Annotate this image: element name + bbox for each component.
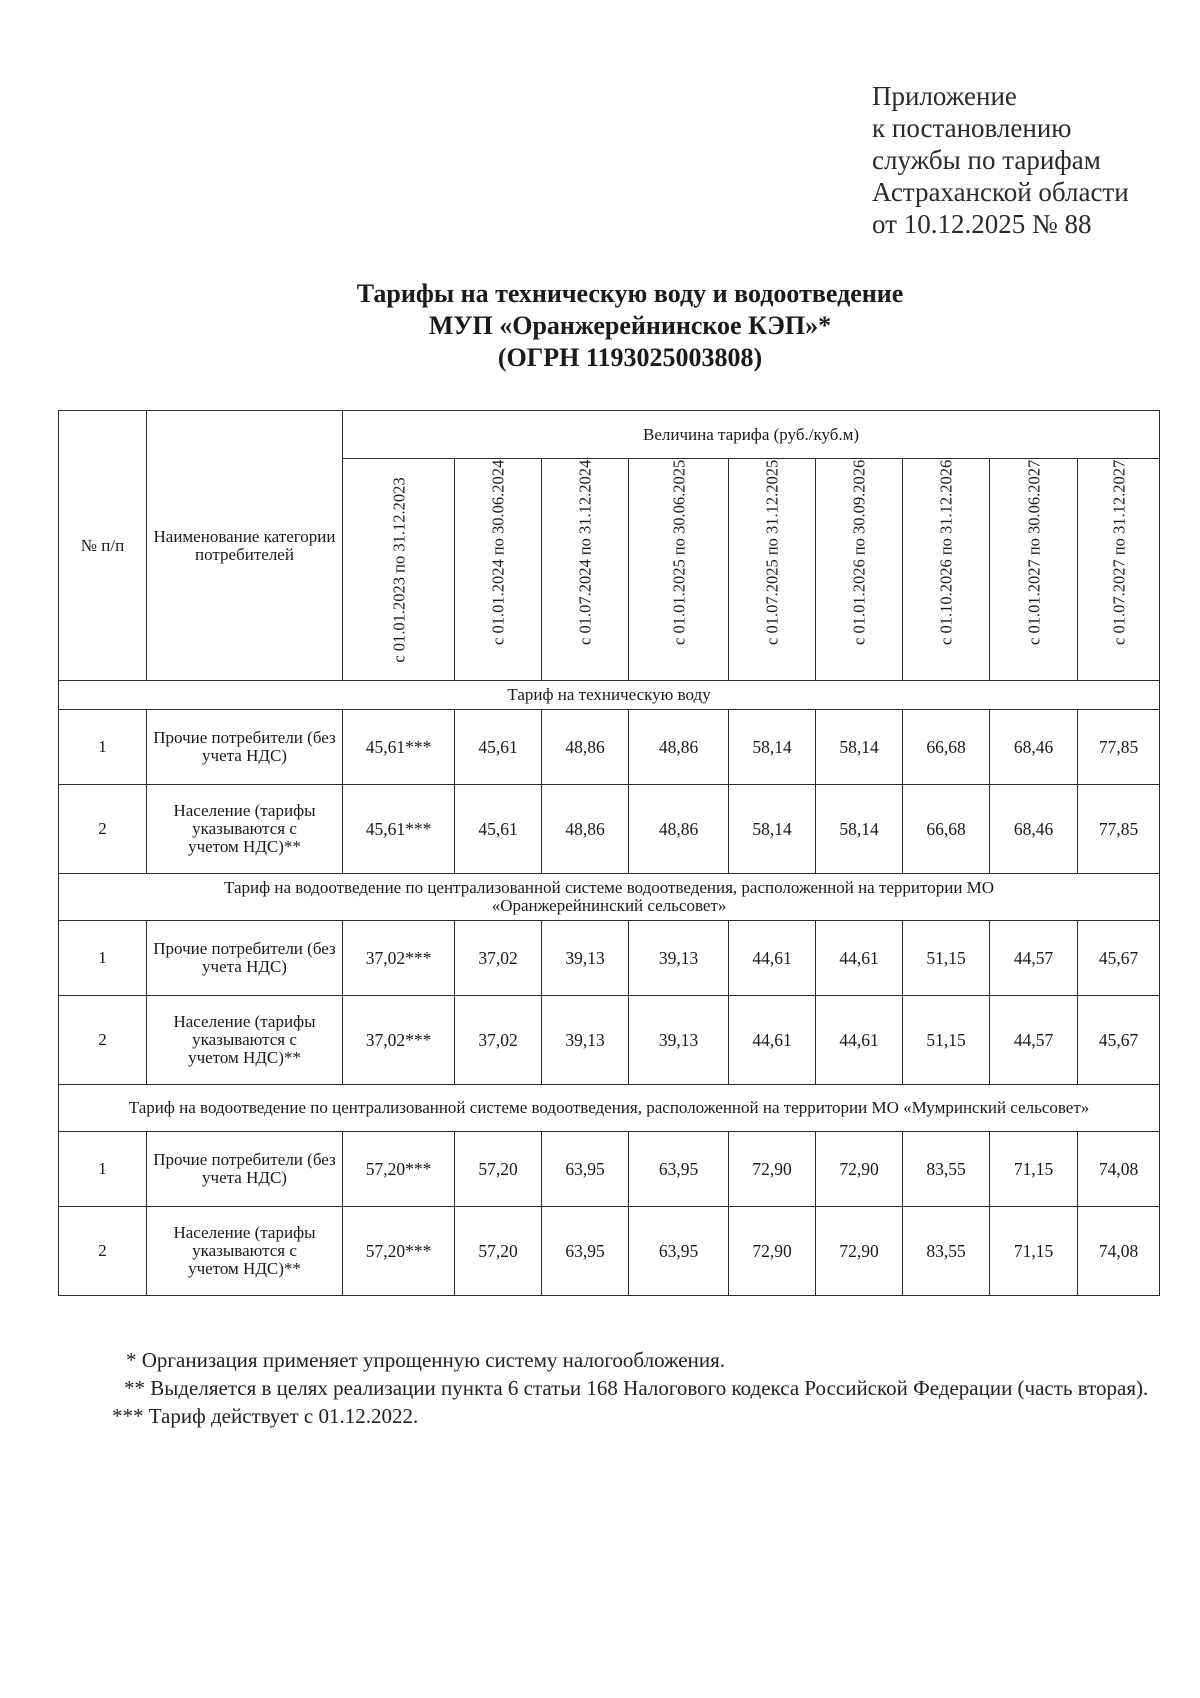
table-row [59, 710, 1160, 785]
period-label: с 01.07.2025 по 31.12.2025 [762, 459, 782, 645]
tariff-value: 77,85 [1078, 785, 1160, 874]
period-label: с 01.07.2027 по 31.12.2027 [1109, 459, 1129, 645]
tariff-value: 39,13 [629, 921, 729, 996]
tariff-value: 68,46 [990, 710, 1078, 785]
tariff-value: 63,95 [629, 1207, 729, 1296]
tariff-value: 44,57 [990, 921, 1078, 996]
tariff-value: 48,86 [629, 785, 729, 874]
tariff-value: 48,86 [542, 785, 629, 874]
section-title: Тариф на водоотведение по централизованной системе водоотведения, расположенной на территории МО «Оранжерейнинский сельсовет» [59, 874, 1160, 921]
table-row [59, 1132, 1160, 1207]
tariff-value: 72,90 [816, 1207, 903, 1296]
row-number: 1 [59, 1132, 147, 1207]
period-label: с 01.01.2023 по 31.12.2023 [389, 476, 408, 663]
footnotes [112, 1346, 1172, 1430]
period-label: с 01.01.2025 по 30.06.2025 [669, 459, 688, 645]
header-tariff-group: Величина тарифа (руб./куб.м) [343, 411, 1160, 459]
tariff-value: 48,86 [629, 710, 729, 785]
appendix-line: службы по тарифам [872, 145, 1101, 175]
tariff-table [58, 410, 1160, 1296]
period-header [816, 459, 903, 681]
period-header [903, 459, 990, 681]
footnote [112, 1374, 1172, 1402]
tariff-value: 66,68 [903, 710, 990, 785]
row-number: 1 [59, 921, 147, 996]
section-row [59, 874, 1160, 921]
tariff-value: 77,85 [1078, 710, 1160, 785]
tariff-value: 72,90 [729, 1132, 816, 1207]
tariff-value: 51,15 [903, 921, 990, 996]
tariff-value: 83,55 [903, 1207, 990, 1296]
tariff-value: 48,86 [542, 710, 629, 785]
table-row [59, 1207, 1160, 1296]
tariff-value: 66,68 [903, 785, 990, 874]
tariff-value: 63,95 [629, 1132, 729, 1207]
tariff-value: 57,20 [455, 1207, 542, 1296]
title-line: Тарифы на техническую воду и водоотведение [356, 279, 904, 308]
tariff-value: 58,14 [816, 710, 903, 785]
tariff-value: 44,57 [990, 996, 1078, 1085]
tariff-value: 58,14 [729, 785, 816, 874]
tariff-value: 37,02*** [343, 996, 455, 1085]
row-category: Прочие потребители (без учета НДС) [147, 1132, 343, 1207]
row-number: 2 [59, 1207, 147, 1296]
header-category: Наименование категории потребителей [147, 411, 343, 681]
row-category: Население (тарифы указываются с учетом НДС)** [147, 1207, 343, 1296]
table-row [59, 996, 1160, 1085]
tariff-value: 57,20*** [343, 1207, 455, 1296]
tariff-value: 72,90 [816, 1132, 903, 1207]
appendix-line: Приложение [872, 81, 1017, 111]
tariff-value: 72,90 [729, 1207, 816, 1296]
row-category: Прочие потребители (без учета НДС) [147, 710, 343, 785]
table-row [59, 785, 1160, 874]
period-header [542, 459, 629, 681]
tariff-value: 63,95 [542, 1132, 629, 1207]
appendix-line: к постановлению [872, 113, 1072, 143]
document-title [300, 278, 960, 374]
tariff-value: 37,02*** [343, 921, 455, 996]
tariff-value: 45,61*** [343, 785, 455, 874]
tariff-value: 58,14 [729, 710, 816, 785]
row-number: 2 [59, 996, 147, 1085]
title-line: (ОГРН 1193025003808) [497, 343, 763, 372]
period-header [990, 459, 1078, 681]
period-label: с 01.01.2026 по 30.09.2026 [849, 459, 869, 645]
section-row [59, 1085, 1160, 1132]
tariff-value: 44,61 [816, 996, 903, 1085]
tariff-value: 44,61 [729, 996, 816, 1085]
tariff-value: 57,20*** [343, 1132, 455, 1207]
table-row [59, 921, 1160, 996]
row-number: 2 [59, 785, 147, 874]
footnote: * Организация применяет упрощенную систему налогообложения. [126, 1348, 725, 1372]
tariff-value: 74,08 [1078, 1132, 1160, 1207]
tariff-value: 45,61*** [343, 710, 455, 785]
tariff-value: 63,95 [542, 1207, 629, 1296]
appendix-date: от 10.12.2025 № 88 [872, 209, 1092, 239]
title-line: МУП «Оранжерейнинское КЭП»* [428, 311, 832, 340]
period-label: с 01.07.2024 по 31.12.2024 [575, 459, 595, 645]
tariff-value: 57,20 [455, 1132, 542, 1207]
period-header [343, 459, 455, 681]
tariff-value: 45,61 [455, 710, 542, 785]
period-label: с 01.01.2024 по 30.06.2024 [488, 459, 508, 645]
footnote-text: ** Выделяется в целях реализации пункта 6 статьи 168 Налогового кодекса Российской Федерации (часть вторая). [124, 1376, 1149, 1400]
row-category: Население (тарифы указываются с учетом НДС)** [147, 996, 343, 1085]
section-row [59, 681, 1160, 710]
header-number: № п/п [59, 411, 147, 681]
tariff-value: 45,61 [455, 785, 542, 874]
header-row [59, 411, 1160, 459]
tariff-value: 45,67 [1078, 921, 1160, 996]
period-header [629, 459, 729, 681]
row-number: 1 [59, 710, 147, 785]
appendix-block [872, 80, 1129, 240]
tariff-value: 74,08 [1078, 1207, 1160, 1296]
tariff-value: 44,61 [729, 921, 816, 996]
tariff-value: 39,13 [542, 996, 629, 1085]
tariff-value: 37,02 [455, 921, 542, 996]
footnote: *** Тариф действует с 01.12.2022. [112, 1404, 419, 1428]
tariff-value: 51,15 [903, 996, 990, 1085]
period-header [1078, 459, 1160, 681]
tariff-value: 39,13 [629, 996, 729, 1085]
tariff-value: 39,13 [542, 921, 629, 996]
tariff-value: 45,67 [1078, 996, 1160, 1085]
tariff-value: 68,46 [990, 785, 1078, 874]
row-category: Прочие потребители (без учета НДС) [147, 921, 343, 996]
tariff-value: 71,15 [990, 1132, 1078, 1207]
period-header [729, 459, 816, 681]
appendix-line: Астраханской области [872, 177, 1129, 207]
row-category: Население (тарифы указываются с учетом НДС)** [147, 785, 343, 874]
section-title: Тариф на техническую воду [59, 681, 1160, 710]
period-label: с 01.10.2026 по 31.12.2026 [936, 459, 956, 645]
tariff-value: 71,15 [990, 1207, 1078, 1296]
tariff-value: 58,14 [816, 785, 903, 874]
section-title: Тариф на водоотведение по централизованной системе водоотведения, расположенной на территории МО «Мумринский сельсовет» [59, 1085, 1160, 1132]
period-label: с 01.01.2027 по 30.06.2027 [1024, 459, 1043, 645]
tariff-value: 83,55 [903, 1132, 990, 1207]
tariff-value: 37,02 [455, 996, 542, 1085]
tariff-value: 44,61 [816, 921, 903, 996]
period-header [455, 459, 542, 681]
